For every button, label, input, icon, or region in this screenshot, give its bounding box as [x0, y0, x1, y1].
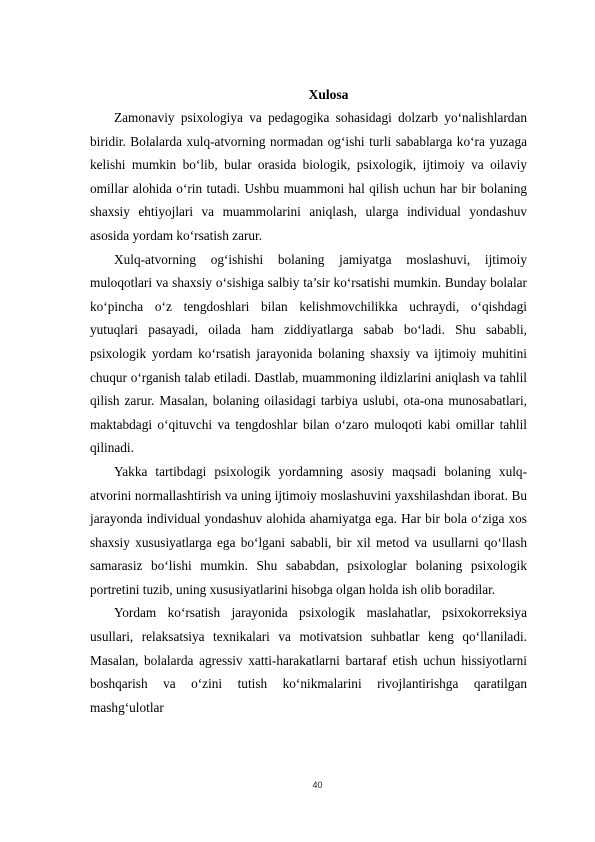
paragraph-4: Yordam ko‘rsatish jarayonida psixologik maslahatlar, psixokorreksiya usullari, relaksatsiya texnikalari va motivatsion suhbatlar keng qo‘llaniladi. Masalan, bolalarda agressiv xatti-harakatlarni bartaraf etish uchun hissiyotlarni boshqarish va o‘zini tutish ko‘nikmalarini rivojlantirishga qaratilgan mashg‘ulotlar	[90, 605, 527, 715]
page-heading: Xulosa	[308, 87, 349, 102]
paragraph-1: Zamonaviy psixologiya va pedagogika sohasidagi dolzarb yo‘nalishlardan biridir. Bolalarda xulq-atvorning normadan og‘ishi turli sabablarga ko‘ra yuzaga kelishi mumkin bo‘lib, bular orasida biologik, psixologik, ijtimoiy va oilaviy omillar alohida o‘rin tutadi. Ushbu muammoni hal qilish uchun har bir bolaning shaxsiy ehtiyojlari va muammolarini aniqlash, ularga individual yondashuv asosida yordam ko‘rsatish zarur.	[90, 110, 527, 243]
heading-container	[90, 83, 527, 106]
paragraph-3: Yakka tartibdagi psixologik yordamning asosiy maqsadi bolaning xulq-atvorini normallashtirish va uning ijtimoiy moslashuvini yaxshilashdan iborat. Bu jarayonda individual yondashuv alohida ahamiyatga ega. Har bir bola o‘ziga xos shaxsiy xususiyatlarga ega bo‘lgani sababli, bir xil metod va usullarni qo‘llash samarasiz bo‘lishi mumkin. Shu sababdan, psixologlar bolaning psixologik portretini tuzib, uning xususiyatlarini hisobga olgan holda ish olib boradilar.	[90, 463, 527, 597]
body-text	[90, 106, 527, 719]
paragraph-2: Xulq-atvorning og‘ishishi bolaning jamiyatga moslashuvi, ijtimoiy muloqotlari va shaxsiy o‘sishiga salbiy ta’sir ko‘rsatishi mumkin. Bunday bolalar ko‘pincha o‘z tengdoshlari bilan kelishmovchilikka uchraydi, o‘qishdagi yutuqlari pasayadi, oilada ham ziddiyatlarga sabab bo‘ladi. Shu sababli, psixologik yordam ko‘rsatish jarayonida bolaning shaxsiy va ijtimoiy muhitini chuqur o‘rganish talab etiladi. Dastlab, muammoning ildizlarini aniqlash va tahlil qilish zarur. Masalan, bolaning oilasidagi tarbiya uslubi, ota-ona munosabatlari, maktabdagi o‘qituvchi va tengdoshlar bilan o‘zaro muloqoti kabi omillar tahlil qilinadi.	[90, 251, 527, 456]
page-number: 40	[312, 780, 323, 790]
